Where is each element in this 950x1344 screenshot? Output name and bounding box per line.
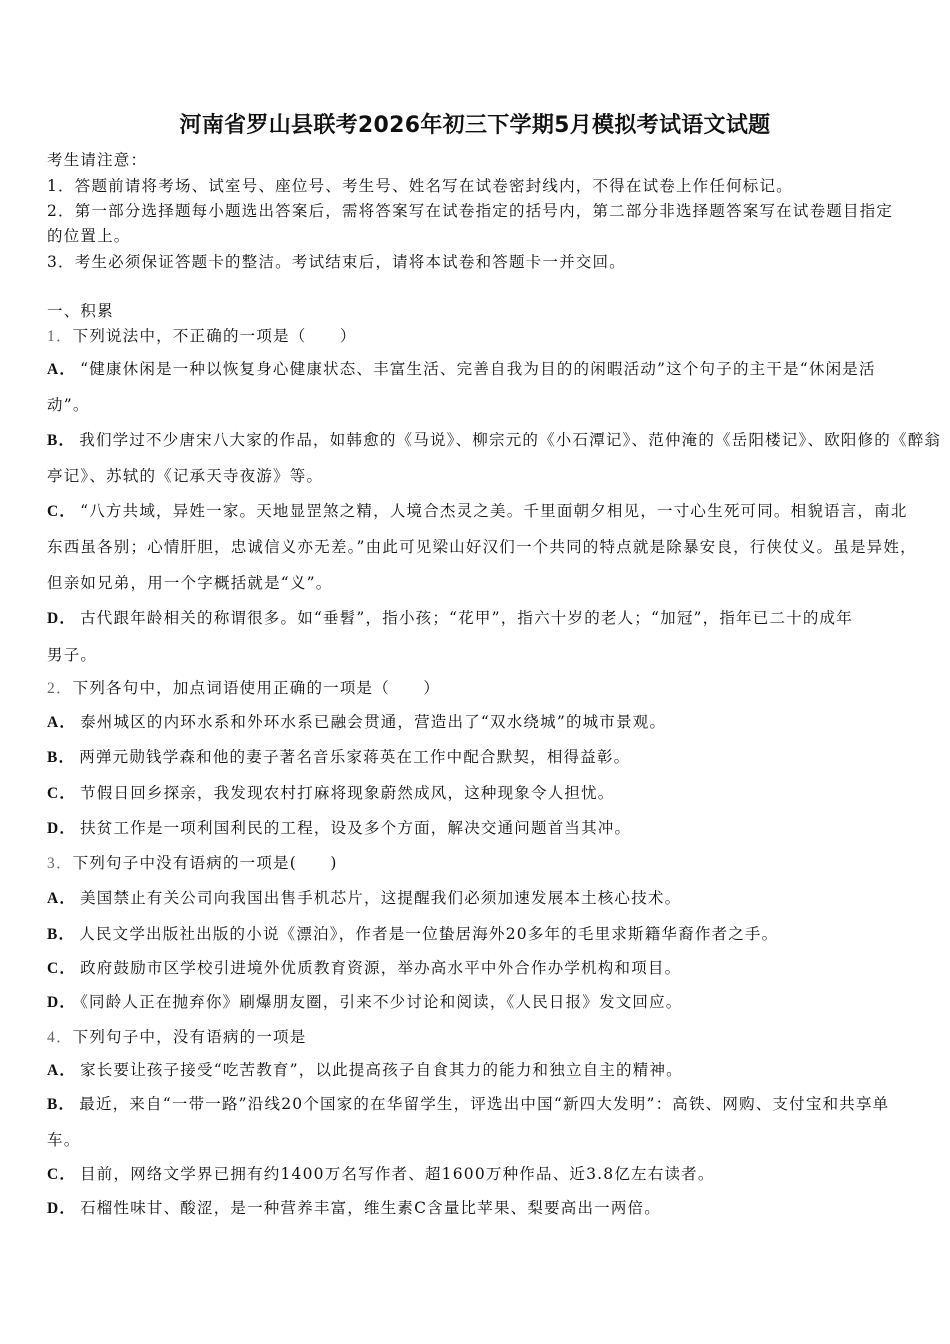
- option-line: [47, 1164, 715, 1185]
- option-text: 但亲如兄弟，用一个字概括就是“义”。: [47, 574, 333, 592]
- option-line: [47, 608, 853, 629]
- option-text: 节假日回乡探亲，我发现农村打麻将现象蔚然成风，这种现象令人担忧。: [80, 784, 615, 802]
- option-line: [47, 888, 681, 909]
- option-text: 目前，网络文学界已拥有约1400万名写作者、超1600万种作品、近3.8亿左右读者。: [80, 1165, 715, 1183]
- notice-line-text: 1．答题前请将考场、试室号、座位号、考生号、姓名写在试卷密封线内，不得在试卷上作任何标记。: [47, 177, 793, 195]
- option-label: C．: [47, 960, 77, 977]
- option-label: D．: [47, 820, 77, 837]
- option-label: B．: [47, 749, 76, 766]
- question-stem-text: 下列说法中，不正确的一项是（ ）: [72, 327, 357, 345]
- option-label: A．: [47, 714, 77, 731]
- option-line: [47, 1094, 889, 1115]
- question-stem-text: 下列各句中，加点词语使用正确的一项是（ ）: [72, 679, 441, 697]
- option-line: [47, 818, 631, 839]
- option-label: A．: [47, 890, 77, 907]
- option-line: [47, 924, 778, 945]
- question-number: 3．: [47, 855, 73, 872]
- notice-heading-text: 考生请注意：: [47, 151, 148, 169]
- option-label: B．: [47, 926, 76, 943]
- option-line: [47, 501, 908, 522]
- question-stem: [47, 1027, 306, 1048]
- option-label: C．: [47, 503, 77, 520]
- option-text: 泰州城区的内环水系和外环水系已融会贯通，营造出了“双水绕城”的城市景观。: [80, 713, 667, 731]
- option-label: C．: [47, 785, 77, 802]
- option-label: D．: [47, 994, 77, 1011]
- option-text: 《同龄人正在抛弃你》刷爆朋友圈，引来不少讨论和阅读，《人民日报》发文回应。: [80, 993, 683, 1011]
- option-line: [47, 1060, 683, 1081]
- option-line: [47, 537, 917, 557]
- option-text: 古代跟年龄相关的称谓很多。如“垂髫”，指小孩；“花甲”，指六十岁的老人；“加冠”，指年已二十的成年: [80, 609, 853, 627]
- section-heading: [47, 301, 114, 321]
- option-text: 人民文学出版社出版的小说《漂泊》，作者是一位蛰居海外20多年的毛里求斯籍华裔作者之手。: [79, 925, 779, 943]
- notice-line: [47, 176, 793, 196]
- option-line: [47, 573, 332, 593]
- question-number: 1．: [47, 328, 73, 345]
- option-line: [47, 747, 630, 768]
- question-stem-text: 下列句子中没有语病的一项是( ): [72, 854, 338, 872]
- option-line: [47, 992, 683, 1013]
- question-stem: [47, 326, 357, 347]
- option-text: 家长要让孩子接受“吃苦教育”，以此提高孩子自食其力的能力和独立自主的精神。: [80, 1061, 683, 1079]
- notice-line: [47, 201, 893, 221]
- option-text: 车。: [47, 1131, 81, 1149]
- option-text: 我们学过不少唐宋八大家的作品，如韩愈的《马说》、柳宗元的《小石潭记》、范仲淹的《岳阳楼记》、欧阳修的《醉翁: [79, 431, 942, 449]
- question-stem-text: 下列句子中，没有语病的一项是: [72, 1028, 307, 1046]
- notice-line: [47, 226, 131, 246]
- question-number: 2．: [47, 680, 73, 697]
- option-text: “健康休闲是一种以恢复身心健康状态、丰富生活、完善自我为目的的闲暇活动”这个句子的主干是“休闲是活: [80, 360, 876, 378]
- option-label: A．: [47, 361, 77, 378]
- option-line: [47, 430, 941, 451]
- option-label: A．: [47, 1062, 77, 1079]
- option-line: [47, 395, 90, 415]
- option-text: “八方共域，异姓一家。天地显罡煞之精，人境合杰灵之美。千里面朝夕相见，一寸心生死可同。相貌语言，南北: [80, 502, 908, 520]
- option-line: [47, 359, 876, 380]
- option-label: D．: [47, 1200, 77, 1217]
- option-text: 东西虽各别；心情肝胆，忠诚信义亦无差。”由此可见梁山好汉们一个共同的特点就是除暴安良，行侠仗义。虽是异姓，: [47, 538, 917, 556]
- notice-heading: [47, 150, 147, 170]
- option-line: [47, 712, 666, 733]
- option-label: B．: [47, 432, 76, 449]
- option-text: 两弹元勋钱学森和他的妻子著名音乐家蒋英在工作中配合默契，相得益彰。: [79, 748, 631, 766]
- option-label: C．: [47, 1166, 77, 1183]
- option-text: 男子。: [47, 646, 98, 664]
- option-line: [47, 466, 323, 486]
- question-stem: [47, 678, 440, 699]
- option-text: 亭记》、苏轼的《记承天寺夜游》等。: [47, 467, 324, 485]
- option-text: 政府鼓励市区学校引进境外优质教育资源，举办高水平中外合作办学机构和项目。: [80, 959, 682, 977]
- option-line: [47, 1198, 661, 1219]
- option-label: D．: [47, 610, 77, 627]
- option-text: 美国禁止有关公司向我国出售手机芯片，这提醒我们必须加速发展本土核心技术。: [80, 889, 682, 907]
- question-number: 4．: [47, 1029, 73, 1046]
- notice-line-text: 2．第一部分选择题每小题选出答案后，需将答案写在试卷指定的括号内，第二部分非选择题答案写在试卷题目指定: [47, 202, 894, 220]
- option-text: 动”。: [47, 396, 90, 414]
- option-line: [47, 1130, 80, 1150]
- option-line: [47, 783, 615, 804]
- option-label: B．: [47, 1096, 76, 1113]
- notice-line: [47, 252, 626, 272]
- question-stem: [47, 853, 338, 874]
- option-text: 最近，来自“一带一路”沿线20个国家的在华留学生，评选出中国“新四大发明”：高铁、网购、支付宝和共享单: [79, 1095, 890, 1113]
- page-title: 河南省罗山县联考2026年初三下学期5月模拟考试语文试题: [179, 113, 771, 138]
- notice-line-text: 的位置上。: [47, 227, 131, 245]
- section-heading-text: 一、积累: [47, 302, 114, 320]
- option-text: 扶贫工作是一项利国利民的工程，设及多个方面，解决交通问题首当其冲。: [80, 819, 632, 837]
- option-text: 石榴性味甘、酸涩，是一种营养丰富，维生素C含量比苹果、梨要高出一两倍。: [80, 1199, 661, 1217]
- option-line: [47, 958, 681, 979]
- option-line: [47, 645, 97, 665]
- notice-line-text: 3．考生必须保证答题卡的整洁。考试结束后，请将本试卷和答题卡一并交回。: [47, 253, 626, 271]
